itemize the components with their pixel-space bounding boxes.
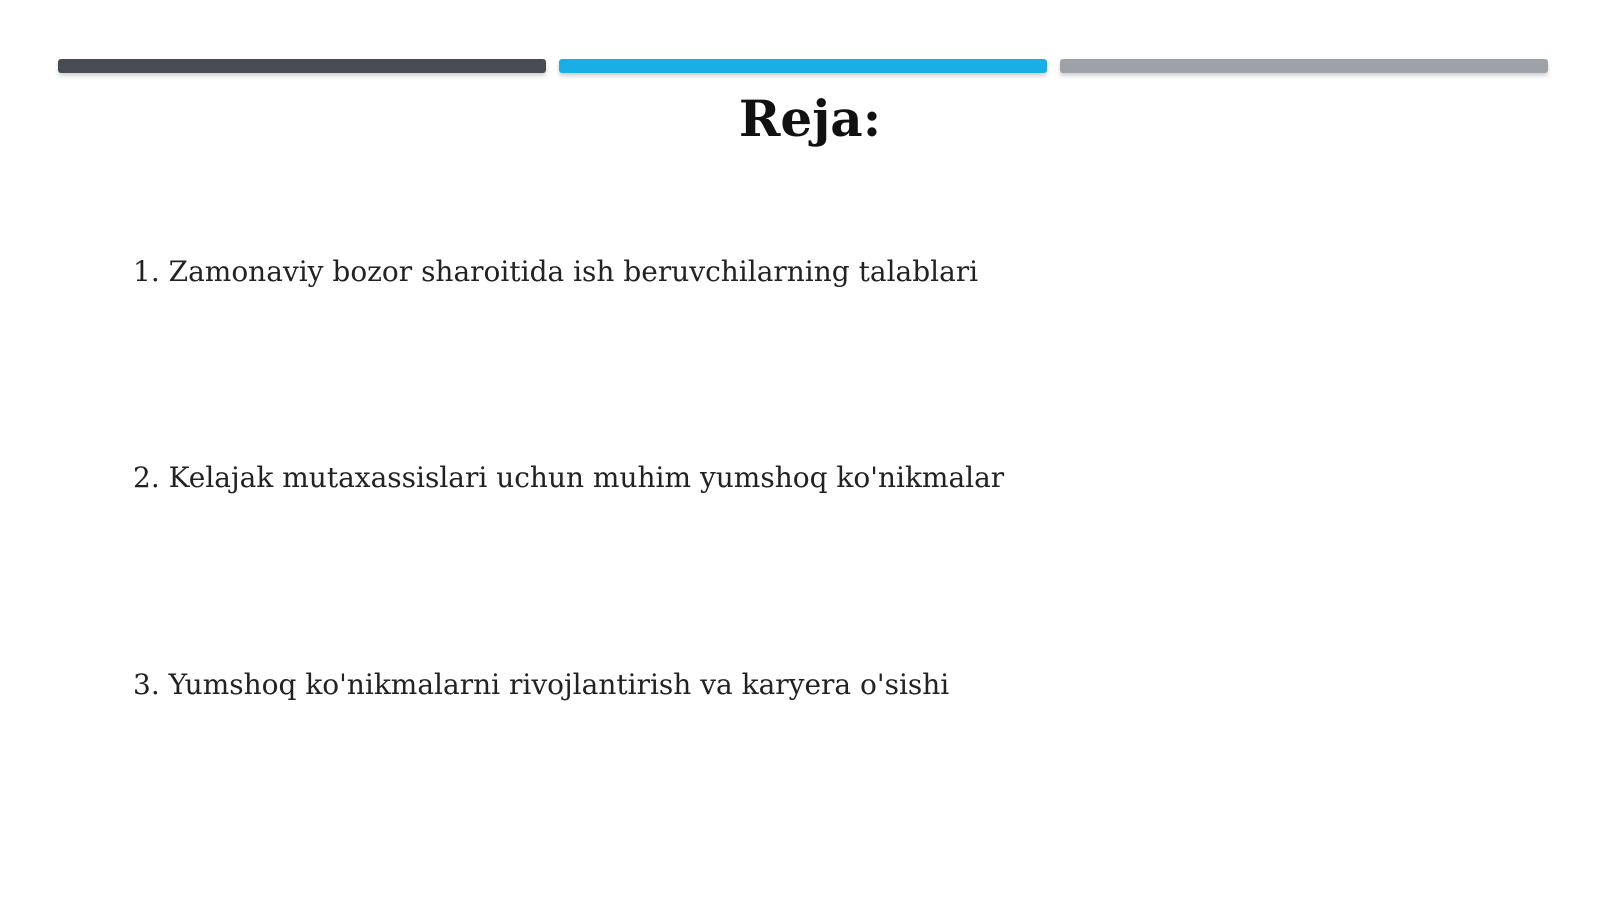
plan-item-2: 2. Kelajak mutaxassislari uchun muhim yumshoq ko'nikmalar [133,461,1005,494]
accent-bar-dark [58,59,546,73]
plan-item-3: 3. Yumshoq ko'nikmalarni rivojlantirish va karyera o'sishi [133,668,950,701]
slide-title: Reja: [738,89,882,148]
top-accent-bars [58,59,1548,73]
accent-bar-blue [559,59,1047,73]
accent-bar-gray [1060,59,1548,73]
plan-item-1: 1. Zamonaviy bozor sharoitida ish beruvchilarning talablari [133,255,979,288]
